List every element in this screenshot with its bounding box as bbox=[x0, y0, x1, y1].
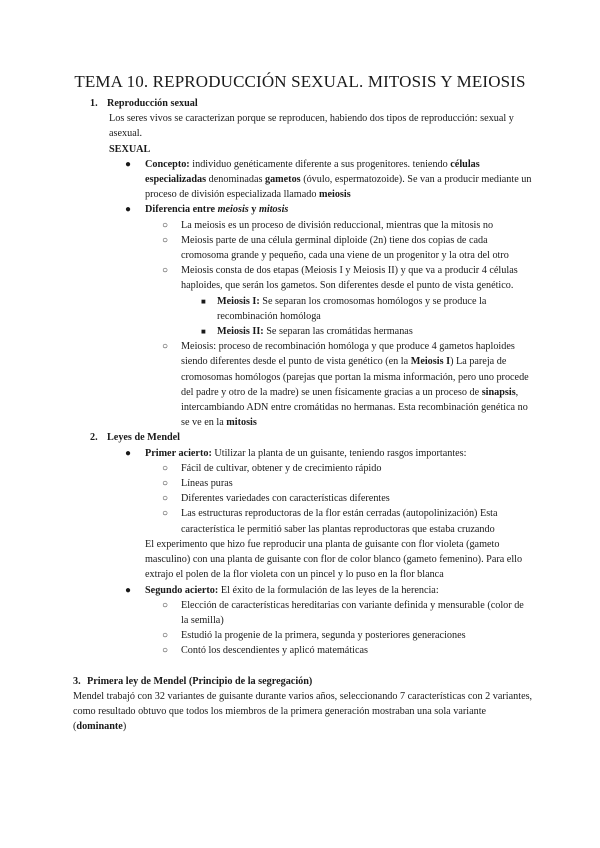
section-3-title: Primera ley de Mendel (Principio de la segregación) bbox=[87, 675, 313, 687]
section-2-number: 2. bbox=[90, 432, 98, 444]
meiosis-1-text: Se separan los cromosomas homólogos y se produce la recombinación homóloga bbox=[217, 295, 487, 322]
experiment-paragraph: El experimento que hizo fue reproducir una planta de guisante con flor violeta (gameto masculino) con una planta de guisante con flor de color blanco (gameto femenino). Para ello extrajo el polen de la flor violeta con un pincel y lo puso en la flor blanca bbox=[145, 538, 523, 581]
bullet-icon: ● bbox=[125, 158, 132, 170]
primer-acierto-text: Utilizar la planta de un guisante, teniendo rasgos importantes: bbox=[211, 447, 467, 459]
section-3-number: 3. bbox=[73, 675, 81, 687]
circle-bullet-icon: ○ bbox=[162, 599, 169, 611]
pa-text-3: Diferentes variedades con características diferentes bbox=[181, 493, 390, 505]
d4-text-2: ) La pareja de cromosomas homólogos (parejas que portan la misma información, pero uno procede del padre y otro de la madre) se unen físicamente gracias a un proceso de bbox=[181, 356, 529, 398]
primer-acierto-item bbox=[73, 446, 533, 461]
pa-text-2: Líneas puras bbox=[181, 478, 233, 490]
concepto-item bbox=[73, 157, 533, 203]
primer-acierto-label: Primer acierto: bbox=[145, 447, 212, 459]
meiosis-2-label: Meiosis II: bbox=[217, 326, 264, 338]
concepto-bold-3: meiosis bbox=[318, 189, 351, 201]
section-1-intro: Los seres vivos se caracterizan porque se reproducen, habiendo dos tipos de reproducción: sexual y asexual. bbox=[109, 113, 514, 140]
section-2-title: Leyes de Mendel bbox=[107, 432, 180, 444]
concepto-label: Concepto: bbox=[145, 158, 190, 170]
pa-text-1: Fácil de cultivar, obtener y de crecimiento rápido bbox=[181, 462, 382, 474]
pa-subitem bbox=[73, 476, 533, 491]
document-body bbox=[73, 96, 533, 734]
section-1-title: Reproducción sexual bbox=[107, 98, 198, 109]
circle-bullet-icon: ○ bbox=[162, 508, 169, 520]
meiosis-1-item bbox=[73, 294, 533, 324]
circle-bullet-icon: ○ bbox=[162, 478, 169, 490]
section-3-end: ) bbox=[122, 721, 127, 733]
diferencia-subitem-1 bbox=[73, 218, 533, 233]
bullet-icon: ● bbox=[125, 584, 132, 596]
concepto-text-2: denominadas bbox=[206, 174, 265, 186]
page-title: TEMA 10. REPRODUCCIÓN SEXUAL. MITOSIS Y MEIOSIS bbox=[74, 72, 526, 91]
concepto-bold-1: células especializadas bbox=[145, 158, 480, 186]
concepto-bold-2: gametos bbox=[264, 174, 301, 186]
diferencia-mitosis: mitosis bbox=[258, 204, 289, 216]
diferencia-subitem-2 bbox=[73, 233, 533, 263]
segundo-acierto-item bbox=[73, 583, 533, 598]
section-3-text: Mendel trabajó con 32 variantes de guisante durante varios años, seleccionando 7 características con 2 variantes, como resultado obtuvo que todos los miembros de la primera generación mostraban una sola variante ( bbox=[73, 690, 533, 733]
pa-subitem bbox=[73, 461, 533, 476]
sa-subitem bbox=[73, 598, 533, 628]
section-3-paragraph bbox=[73, 689, 533, 735]
sa-text-3: Contó los descendientes y aplicó matemáticas bbox=[181, 645, 369, 657]
section-2-heading bbox=[73, 430, 533, 445]
sexual-subheading: SEXUAL bbox=[109, 143, 151, 155]
circle-bullet-icon: ○ bbox=[162, 462, 169, 474]
diferencia-subitem-4 bbox=[73, 339, 533, 430]
pa-text-4: Las estructuras reproductoras de la flor están cerradas (autopolinización) Esta característica le permitió saber las plantas reproductoras que estaba cruzando bbox=[181, 508, 498, 535]
circle-bullet-icon: ○ bbox=[162, 493, 169, 505]
pa-subitem bbox=[73, 506, 533, 536]
meiosis-1-label: Meiosis I: bbox=[217, 295, 260, 307]
d4-bold-2: sinapsis bbox=[481, 386, 516, 398]
segundo-acierto-text: El éxito de la formulación de las leyes de la herencia: bbox=[218, 584, 439, 596]
segundo-acierto-label: Segundo acierto: bbox=[145, 584, 219, 596]
d4-bold-3: mitosis bbox=[226, 417, 257, 429]
bullet-icon: ● bbox=[125, 447, 132, 459]
meiosis-2-text: Se separan las cromátidas hermanas bbox=[263, 326, 413, 338]
diferencia-label: Diferencia entre bbox=[145, 204, 218, 216]
pa-subitem bbox=[73, 491, 533, 506]
diferencia-item bbox=[73, 202, 533, 217]
diferencia-text-1: La meiosis es un proceso de división reduccional, mientras que la mitosis no bbox=[181, 219, 494, 231]
section-1-number: 1. bbox=[90, 98, 98, 109]
concepto-text-3: (óvulo, espermatozoide). Se van a producir mediante un proceso de división especializada llamado bbox=[145, 174, 532, 201]
concepto-text: individuo genéticamente diferente a sus progenitores. teniendo bbox=[189, 158, 451, 170]
circle-bullet-icon: ○ bbox=[162, 630, 169, 642]
sa-text-1: Elección de características hereditarias con variante definida y mensurable (color de la semilla) bbox=[181, 599, 524, 626]
sa-subitem bbox=[73, 643, 533, 658]
bullet-icon: ● bbox=[125, 204, 132, 216]
section-3-heading bbox=[73, 674, 533, 689]
circle-bullet-icon: ○ bbox=[162, 645, 169, 657]
circle-bullet-icon: ○ bbox=[162, 219, 169, 231]
section-3-bold: dominante bbox=[76, 721, 123, 733]
circle-bullet-icon: ○ bbox=[162, 341, 169, 353]
square-bullet-icon: ■ bbox=[201, 296, 206, 306]
d4-bold-1: Meiosis I bbox=[410, 356, 451, 368]
d4-text-3: , intercambiando ADN entre cromátidas no hermanas. Esta recombinación genética no se ve en la bbox=[181, 386, 528, 429]
diferencia-y: y bbox=[248, 204, 259, 216]
diferencia-subitem-3 bbox=[73, 263, 533, 293]
section-1-heading bbox=[73, 96, 533, 111]
circle-bullet-icon: ○ bbox=[162, 234, 169, 246]
square-bullet-icon: ■ bbox=[201, 327, 206, 337]
diferencia-meiosis: meiosis bbox=[217, 204, 249, 216]
d4-text-1: Meiosis: proceso de recombinación homóloga y que produce 4 gametos haploides siendo diferentes desde el punto de vista genético (en la bbox=[181, 341, 515, 368]
diferencia-text-3: Meiosis consta de dos etapas (Meiosis I y Meiosis II) y que va a producir 4 células haploides, que serán los gametos. Son diferentes desde el punto de vista genético. bbox=[181, 265, 518, 292]
sa-subitem bbox=[73, 628, 533, 643]
sa-text-2: Estudió la progenie de la primera, segunda y posteriores generaciones bbox=[181, 630, 466, 642]
meiosis-2-item bbox=[73, 324, 533, 339]
diferencia-text-2: Meiosis parte de una célula germinal diploide (2n) tiene dos copias de cada cromosoma grande y pequeño, cada una viene de un progenitor y la otra del otro bbox=[181, 234, 509, 262]
circle-bullet-icon: ○ bbox=[162, 265, 169, 277]
